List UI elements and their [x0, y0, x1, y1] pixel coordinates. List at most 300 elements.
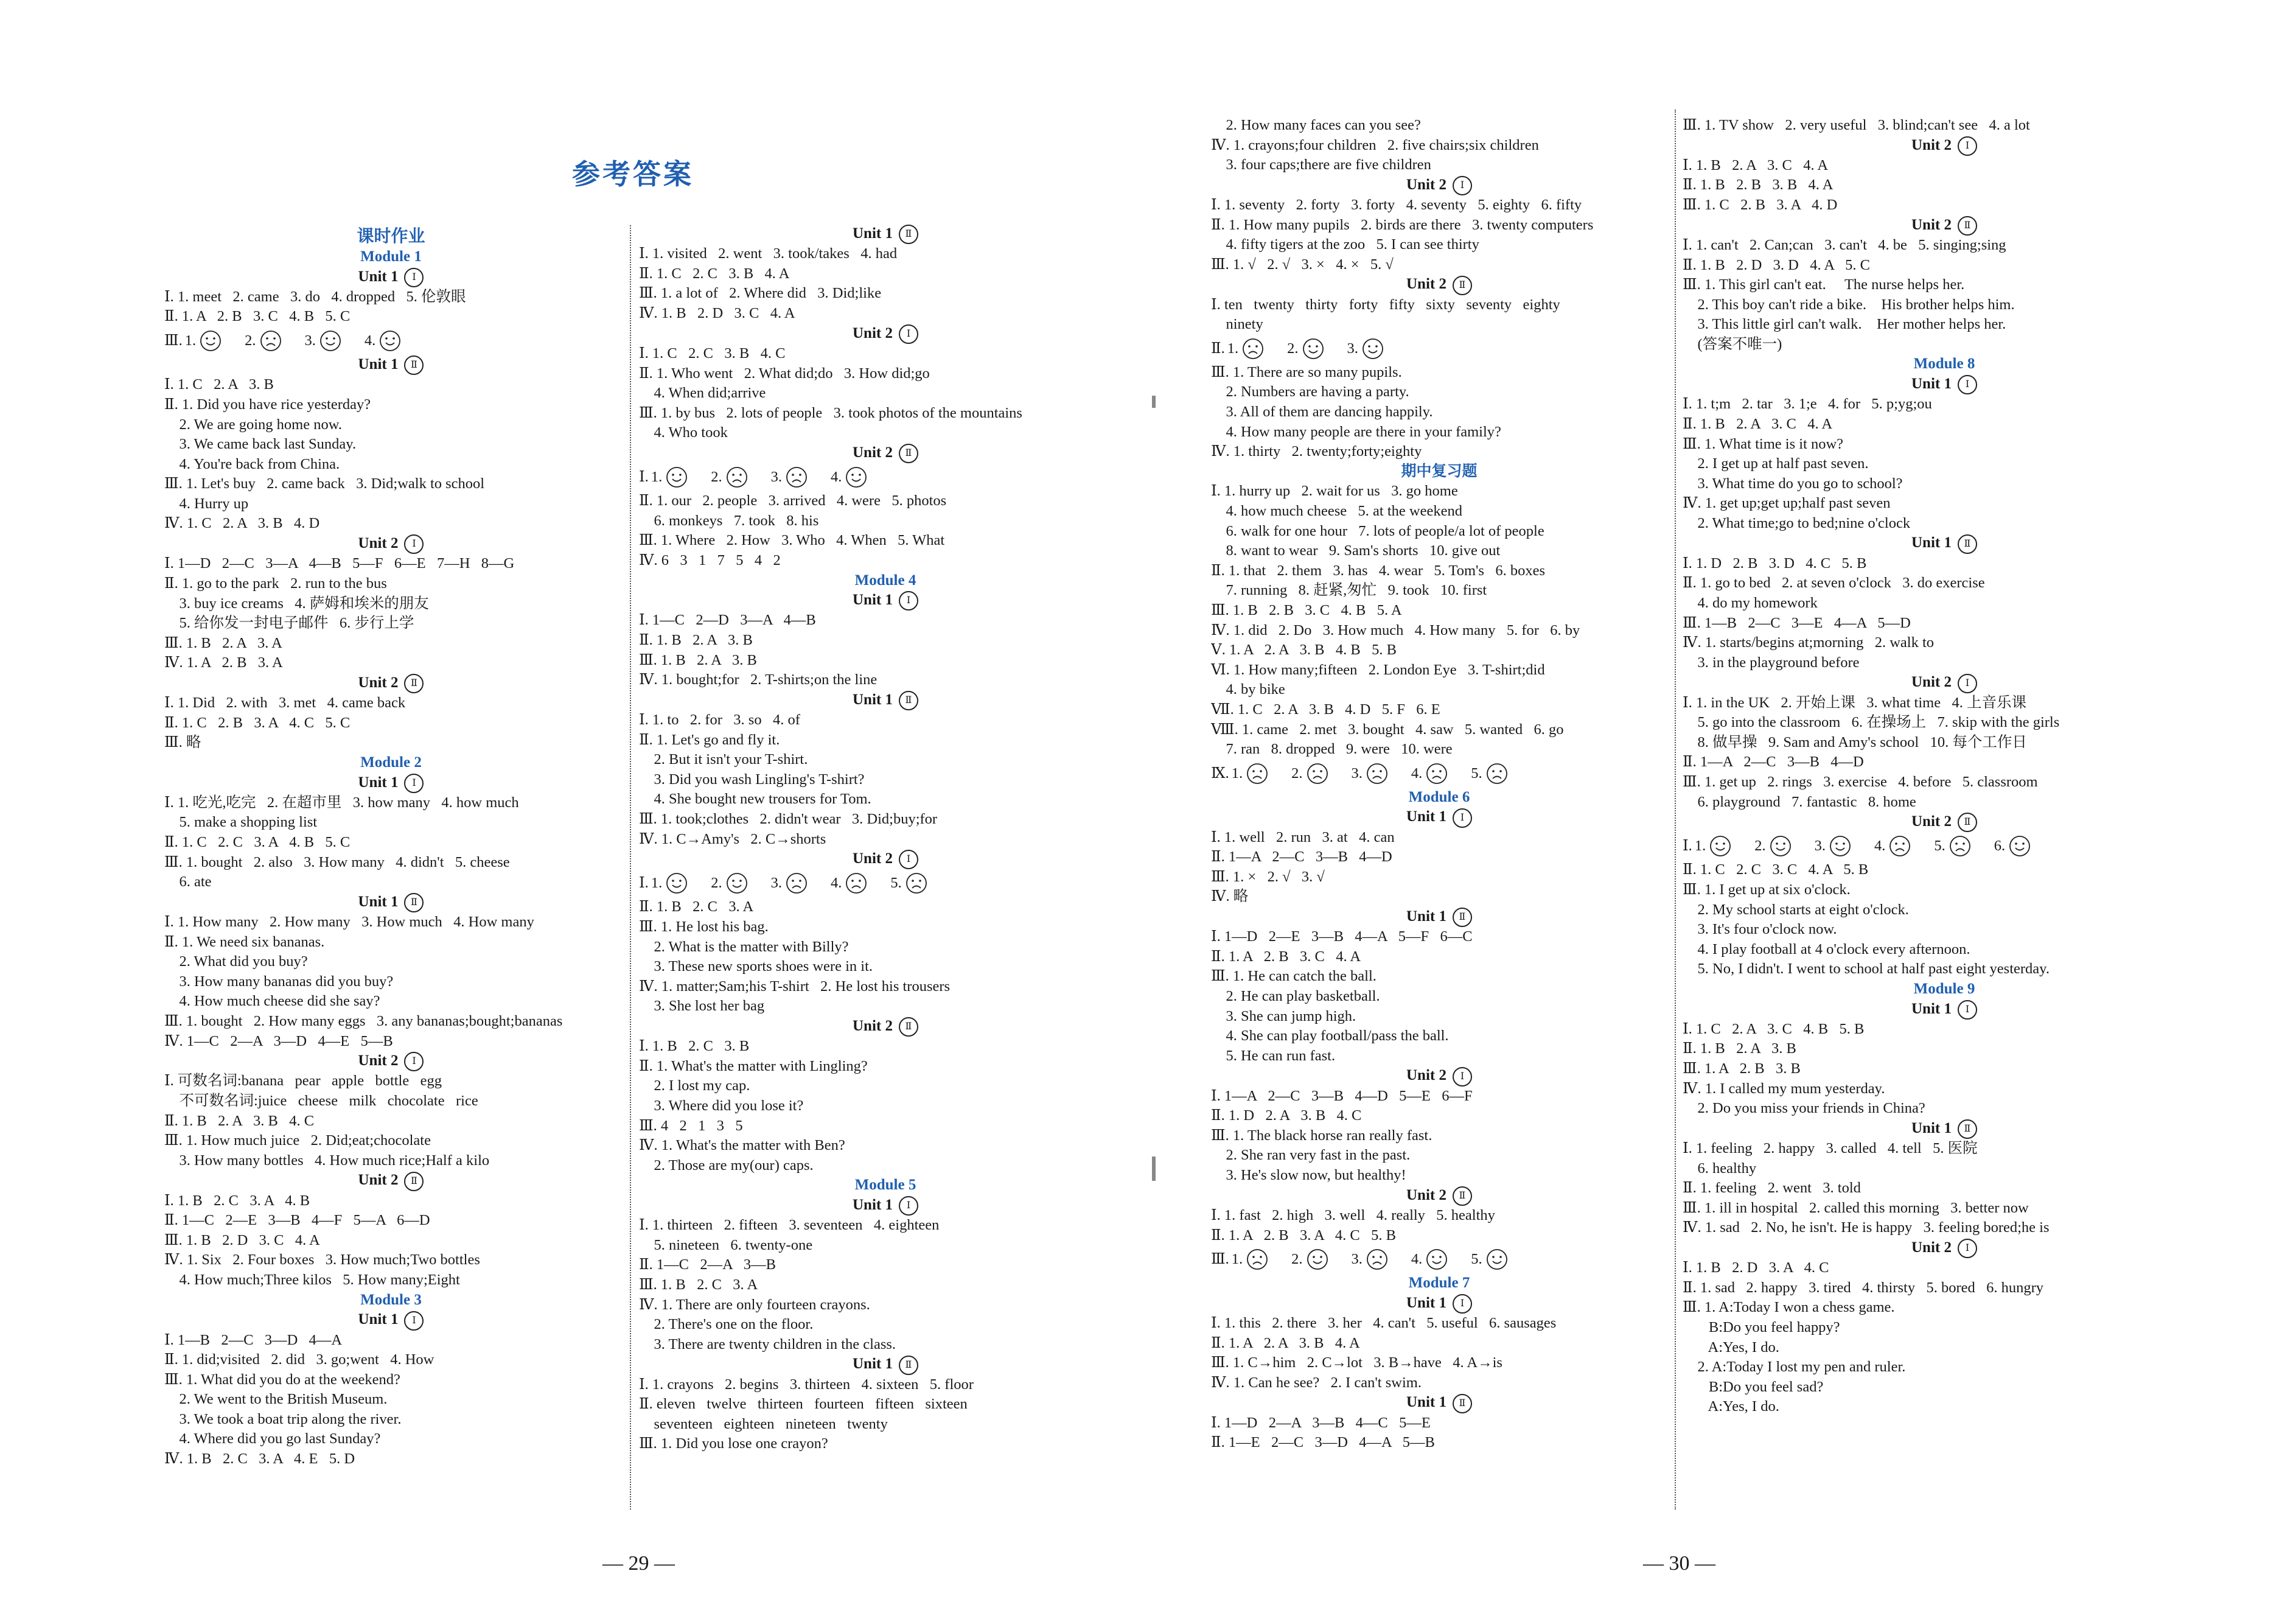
happy-face-icon	[726, 872, 748, 894]
answer-line: Ⅲ. 1. × 2. √ 3. √	[1211, 868, 1325, 885]
happy-face-icon	[2009, 835, 2031, 857]
answer-line: Ⅲ. 1. He can catch the ball.	[1211, 968, 1377, 985]
answer-line: Ⅱ. 1. Let's go and fly it.	[639, 731, 780, 748]
unit-title: Unit 1	[853, 1356, 893, 1373]
answer-line: Ⅳ. 略	[1211, 888, 1249, 905]
spine-mark-1	[1152, 396, 1156, 408]
answer-line: Ⅳ. 1. C 2. A 3. B 4. D	[164, 515, 320, 532]
answer-line: Ⅰ. 1. meet 2. came 3. do 4. dropped 5. 伦敦眼	[164, 288, 466, 305]
answer-line: Ⅰ. 1. feeling 2. happy 3. called 4. tell 5. 医院	[1683, 1140, 1978, 1157]
answer-line: Ⅰ. 1. C 2. A 3. B	[164, 376, 274, 393]
answer-line: Ⅶ. 1. C 2. A 3. B 4. D 5. F 6. E	[1211, 701, 1440, 718]
sad-face-icon	[786, 466, 808, 488]
answer-line: Ⅰ. 1. C 2. A 3. C 4. B 5. B	[1683, 1020, 1865, 1037]
answer-key-title: 参考答案	[572, 158, 694, 191]
answer-line: 4. by bike	[1211, 681, 1285, 698]
face-answer	[1471, 760, 1510, 788]
answer-line: 5. nineteen 6. twenty-one	[639, 1236, 813, 1253]
unit-title: Unit 1	[1406, 1394, 1446, 1411]
answer-line: Ⅰ. 可数名词:banana pear apple bottle egg	[164, 1073, 442, 1090]
happy-face-icon	[666, 466, 688, 488]
face-answer	[1934, 832, 1973, 860]
answer-line: Ⅱ. 1. Did you have rice yesterday?	[164, 396, 371, 413]
answer-line: Ⅳ. 1. Six 2. Four boxes 3. How much;Two bottles	[164, 1251, 480, 1269]
answer-line: 3. Did you wash Lingling's T-shirt?	[639, 771, 865, 788]
answer-line: Ⅲ. 1. What did you do at the weekend?	[164, 1371, 400, 1388]
answer-line: Ⅰ. 1. seventy 2. forty 3. forty 4. seventy 5. eighty 6. fifty	[1211, 197, 1582, 214]
face-answer-number: 1.	[651, 469, 663, 486]
sad-face-icon	[905, 872, 927, 894]
module-heading: Module 3	[360, 1291, 422, 1308]
face-answer-number: 3.	[1347, 340, 1358, 357]
answer-line: Ⅲ. 1. get up 2. rings 3. exercise 4. before 5. classroom	[1683, 773, 2038, 790]
face-answer-number: 1.	[1227, 340, 1239, 357]
happy-face-icon	[1829, 835, 1851, 857]
answer-line: 7. ran 8. dropped 9. were 10. were	[1211, 741, 1453, 758]
sad-face-icon	[1889, 835, 1911, 857]
answer-line: 2. How many faces can you see?	[1211, 117, 1421, 133]
unit-part-badge: Ⅱ	[1958, 534, 1977, 554]
unit-heading	[1683, 999, 2206, 1020]
unit-part-badge: Ⅱ	[404, 355, 424, 375]
divider-left	[630, 225, 631, 1510]
happy-face-icon	[1709, 835, 1731, 857]
unit-part-badge: Ⅱ	[899, 444, 918, 463]
answer-line: 3. All of them are dancing happily.	[1211, 404, 1433, 421]
answer-line: 4. How much cheese did she say?	[164, 993, 380, 1010]
answer-line: Ⅰ. 1. D 2. B 3. D 4. C 5. B	[1683, 555, 1867, 572]
unit-part-badge: Ⅱ	[404, 893, 424, 912]
unit-part-badge: Ⅱ	[1453, 1186, 1472, 1206]
face-answer	[185, 327, 224, 355]
answer-line: 4. I play football at 4 o'clock every afternoon.	[1683, 940, 1970, 957]
column-1-body	[164, 247, 618, 1469]
unit-part-badge: Ⅰ	[1453, 1067, 1472, 1087]
answer-line: Ⅰ. 1. 吃光,吃完 2. 在超市里 3. how many 4. how much	[164, 794, 519, 811]
answer-line: Ⅰ. 1. fast 2. high 3. well 4. really 5. healthy	[1211, 1206, 1495, 1223]
answer-line: Ⅲ. 1. ill in hospital 2. called this morning 3. better now	[1683, 1199, 2029, 1216]
face-answer-number: 4.	[1411, 765, 1423, 782]
answer-line: Ⅱ. 1. B 2. B 3. B 4. A	[1683, 177, 1834, 194]
answer-line: 5. No, I didn't. I went to school at half past eight yesterday.	[1683, 961, 2050, 978]
answer-line: 3. We came back last Sunday.	[164, 436, 357, 453]
answer-line: 3. in the playground before	[1683, 654, 1860, 671]
face-answer-number: 2.	[1287, 340, 1299, 357]
answer-line: 5. 给你发一封电子邮件 6. 步行上学	[164, 615, 414, 632]
module-heading: Module 9	[1913, 980, 1975, 997]
answer-line: (答案不唯一)	[1683, 335, 1782, 352]
answer-line: Ⅳ. 6 3 1 7 5 4 2	[639, 551, 781, 569]
unit-title: Unit 1	[358, 268, 399, 285]
answer-line: Ⅰ. 1—B 2—C 3—D 4—A	[164, 1331, 343, 1348]
unit-title: Unit 2	[853, 444, 893, 461]
answer-line: Ⅳ. 1. Can he see? 2. I can't swim.	[1211, 1374, 1422, 1391]
unit-part-badge: Ⅱ	[1453, 908, 1472, 927]
unit-heading	[164, 1171, 618, 1191]
unit-title: Unit 2	[1911, 216, 1952, 233]
answer-line: 4. do my homework	[1683, 594, 1818, 611]
face-answer-number: 3.	[1351, 765, 1363, 782]
unit-heading	[164, 267, 618, 287]
unit-part-badge: Ⅰ	[404, 1052, 424, 1071]
module-heading: Module 4	[854, 572, 916, 589]
unit-title: Unit 1	[1911, 1000, 1952, 1017]
answer-line: seventeen eighteen nineteen twenty	[639, 1415, 888, 1432]
unit-part-badge: Ⅰ	[1958, 1239, 1977, 1258]
answer-line: 3. four caps;there are five children	[1211, 156, 1431, 173]
unit-title: Unit 1	[358, 1311, 399, 1328]
answer-line: Ⅳ. 1—C 2—A 3—D 4—E 5—B	[164, 1032, 393, 1049]
answer-line: Ⅰ. 1. Did 2. with 3. met 4. came back	[164, 695, 406, 712]
sad-face-icon	[1246, 763, 1268, 785]
module-heading: Module 1	[360, 248, 422, 265]
answer-line: A:Yes, I do.	[1683, 1398, 1779, 1415]
face-answer-number: 2.	[711, 469, 722, 486]
sad-face-icon	[726, 466, 748, 488]
unit-title: Unit 1	[1406, 1294, 1446, 1311]
unit-heading	[639, 590, 1132, 611]
answer-line: Ⅱ. 1. B 2. D 3. D 4. A 5. C	[1683, 256, 1870, 273]
answer-line: Ⅳ. 1. matter;Sam;his T-shirt 2. He lost his trousers	[639, 978, 951, 995]
unit-part-badge: Ⅱ	[1958, 1119, 1977, 1139]
unit-part-badge: Ⅱ	[1958, 216, 1977, 236]
unit-heading	[164, 1051, 618, 1071]
unit-heading	[639, 849, 1132, 869]
answer-line: Ⅱ. 1. D 2. A 3. B 4. C	[1211, 1107, 1362, 1124]
question-number: Ⅲ.	[164, 332, 183, 349]
unit-title: Unit 1	[358, 893, 399, 910]
unit-part-badge: Ⅰ	[899, 591, 918, 611]
answer-line: 4. You're back from China.	[164, 455, 340, 472]
unit-title: Unit 1	[853, 592, 893, 609]
answer-line: Ⅷ. 1. came 2. met 3. bought 4. saw 5. wanted 6. go	[1211, 721, 1564, 738]
unit-title: Unit 1	[358, 774, 399, 791]
answer-line: 2. I lost my cap.	[639, 1077, 750, 1094]
module-heading: 期中复习题	[1401, 463, 1478, 480]
happy-face-icon	[1362, 338, 1384, 360]
answer-line: Ⅳ. 1. get up;get up;half past seven	[1683, 495, 1891, 512]
unit-heading	[1683, 136, 2206, 156]
face-answer	[1291, 760, 1330, 788]
face-answer-number: 6.	[1994, 838, 2006, 855]
unit-heading	[639, 1017, 1132, 1037]
answer-line: 3. It's four o'clock now.	[1683, 921, 1837, 938]
face-answer-number: 4.	[1411, 1251, 1423, 1268]
module-heading: Module 2	[360, 754, 422, 771]
unit-part-badge: Ⅰ	[899, 850, 918, 869]
answer-line: 6. ate	[164, 873, 212, 891]
answer-line: Ⅰ. 1. B 2. A 3. C 4. A	[1683, 156, 1829, 173]
spine-mark-2	[1152, 1157, 1156, 1181]
unit-part-badge: Ⅱ	[404, 674, 424, 693]
face-answer	[1994, 832, 2033, 860]
answer-line: Ⅰ. 1—D 2—C 3—A 4—B 5—F 6—E 7—H 8—G	[164, 555, 515, 572]
happy-face-icon	[379, 330, 401, 352]
answer-line: 3. We took a boat trip along the river.	[164, 1410, 402, 1427]
answer-line: Ⅱ. 1. B 2. A 3. C 4. A	[1683, 415, 1833, 432]
unit-title: Unit 2	[853, 1018, 893, 1034]
answer-line: Ⅱ. 1—C 2—E 3—B 4—F 5—A 6—D	[164, 1212, 430, 1229]
answer-line: 6. monkeys 7. took 8. his	[639, 512, 819, 529]
answer-line: 2. What time;go to bed;nine o'clock	[1683, 514, 1911, 531]
unit-heading	[1683, 1238, 2206, 1258]
face-answer-number: 1.	[1694, 838, 1706, 855]
face-answer-number: 3.	[770, 875, 782, 892]
unit-part-badge: Ⅰ	[899, 1196, 918, 1216]
face-answer-number: 2.	[711, 875, 722, 892]
face-answer	[1352, 760, 1391, 788]
answer-line: Ⅱ. 1. We need six bananas.	[164, 933, 325, 950]
answer-line: Ⅰ. 1. B 2. D 3. A 4. C	[1683, 1259, 1829, 1276]
answer-line: Ⅳ. 1. I called my mum yesterday.	[1683, 1080, 1885, 1097]
face-answer-number: 5.	[1934, 838, 1945, 855]
answer-line: 3. What time do you go to school?	[1683, 475, 1903, 492]
answer-line: 3. There are twenty children in the class.	[639, 1335, 896, 1353]
answer-line: Ⅱ. 1. C 2. C 3. A 4. B 5. C	[164, 833, 351, 850]
answer-line: Ⅲ. 1. He lost his bag.	[639, 919, 769, 936]
sad-face-icon	[845, 872, 867, 894]
unit-title: Unit 2	[358, 1172, 399, 1189]
answer-line: ninety	[1211, 316, 1263, 333]
answer-line: Ⅳ. 1. What's the matter with Ben?	[639, 1137, 845, 1154]
unit-part-badge: Ⅱ	[404, 1172, 424, 1191]
unit-heading	[1211, 1186, 1667, 1206]
answer-line: 2. We went to the British Museum.	[164, 1391, 388, 1408]
answer-line: 2. A:Today I lost my pen and ruler.	[1683, 1359, 1906, 1376]
answer-line: 4. fifty tigers at the zoo 5. I can see thirty	[1211, 236, 1479, 253]
face-answer-number: 4.	[364, 332, 376, 349]
face-answer	[365, 327, 403, 355]
answer-line: Ⅱ. 1—C 2—A 3—B	[639, 1256, 776, 1273]
answer-line: A:Yes, I do.	[1683, 1339, 1779, 1356]
unit-heading	[1211, 275, 1667, 295]
page-number-right: — 30 —	[1643, 1552, 1715, 1575]
answer-line: Ⅰ. 1. in the UK 2. 开始上课 3. what time 4. 上音乐课	[1683, 694, 2026, 711]
answer-line: 2. What did you buy?	[164, 953, 308, 970]
unit-title: Unit 2	[1911, 1239, 1952, 1256]
module-heading: Module 5	[854, 1177, 916, 1194]
face-answer-number: 5.	[1471, 765, 1482, 782]
answer-line: 3. She lost her bag	[639, 998, 765, 1015]
answer-line: 4. Who took	[639, 424, 728, 441]
unit-part-badge: Ⅰ	[404, 534, 424, 554]
face-answer-row	[1683, 832, 2206, 860]
answer-line: Ⅲ. 1. C 2. B 3. A 4. D	[1683, 197, 1838, 214]
answer-line: 2. But it isn't your T-shirt.	[639, 751, 808, 768]
happy-face-icon	[200, 330, 222, 352]
sad-face-icon	[1949, 835, 1971, 857]
unit-heading	[1683, 374, 2206, 394]
answer-line: 4. How much;Three kilos 5. How many;Eight	[164, 1272, 460, 1289]
answer-line: 5. He can run fast.	[1211, 1047, 1336, 1064]
answer-line: Ⅳ. 1. There are only fourteen crayons.	[639, 1296, 870, 1313]
unit-title: Unit 1	[358, 356, 399, 373]
answer-line: Ⅲ. 1—B 2—C 3—E 4—A 5—D	[1683, 614, 1911, 631]
unit-title: Unit 2	[1911, 136, 1952, 153]
answer-line: Ⅱ. 1—A 2—C 3—B 4—D	[1211, 849, 1392, 866]
unit-title: Unit 2	[358, 535, 399, 552]
happy-face-icon	[1426, 1248, 1448, 1270]
face-answer	[651, 869, 690, 897]
answer-line: Ⅲ. 1. C→him 2. C→lot 3. B→have 4. A→is	[1211, 1354, 1502, 1371]
face-answer	[890, 869, 929, 897]
question-number: Ⅲ.	[1211, 1251, 1229, 1268]
sad-face-icon	[1307, 763, 1328, 785]
answer-line: Ⅰ. 1. well 2. run 3. at 4. can	[1211, 828, 1395, 845]
unit-heading	[1683, 673, 2206, 693]
sad-face-icon	[260, 330, 282, 352]
column-1	[164, 225, 618, 1522]
happy-face-icon	[1302, 338, 1324, 360]
divider-right	[1675, 110, 1676, 1510]
sad-face-icon	[786, 872, 808, 894]
unit-part-badge: Ⅰ	[1453, 176, 1472, 195]
face-answer	[651, 463, 690, 491]
answer-line: 2. This boy can't ride a bike. His brother helps him.	[1683, 296, 2015, 313]
unit-part-badge: Ⅱ	[899, 1017, 918, 1037]
face-answer-row	[1211, 335, 1667, 363]
answer-line: Ⅰ. 1. visited 2. went 3. took/takes 4. had	[639, 245, 898, 262]
unit-part-badge: Ⅰ	[1958, 375, 1977, 394]
answer-line: Ⅲ. 1. √ 2. √ 3. × 4. × 5. √	[1211, 256, 1394, 273]
answer-line: Ⅲ. 1. There are so many pupils.	[1211, 363, 1402, 380]
answer-line: Ⅰ. 1. B 2. C 3. A 4. B	[164, 1192, 310, 1209]
answer-line: Ⅱ. 1. C 2. B 3. A 4. C 5. C	[164, 714, 351, 731]
unit-heading	[164, 673, 618, 693]
happy-face-icon	[1486, 1248, 1508, 1270]
face-answer	[1695, 832, 1734, 860]
happy-face-icon	[319, 330, 341, 352]
unit-heading	[1683, 215, 2206, 236]
question-number: Ⅰ.	[639, 875, 649, 892]
module-heading: Module 7	[1408, 1275, 1470, 1292]
unit-part-badge: Ⅰ	[1453, 1294, 1472, 1314]
answer-line: 2. I get up at half past seven.	[1683, 455, 1869, 472]
unit-heading	[164, 773, 618, 793]
answer-line: 2. My school starts at eight o'clock.	[1683, 901, 1909, 918]
face-answer	[305, 327, 344, 355]
unit-title: Unit 1	[853, 225, 893, 242]
unit-title: Unit 2	[853, 324, 893, 341]
face-answer-number: 3.	[770, 469, 782, 486]
answer-line: Ⅳ. 1. did 2. Do 3. How much 4. How many 5. for 6. by	[1211, 621, 1580, 639]
answer-line: Ⅳ. 1. sad 2. No, he isn't. He is happy 3. feeling bored;he is	[1683, 1219, 2050, 1236]
happy-face-icon	[845, 466, 867, 488]
face-answer-row	[639, 463, 1132, 491]
unit-part-badge: Ⅱ	[1453, 1394, 1472, 1413]
unit-heading	[1683, 1119, 2206, 1139]
answer-line: 2. What is the matter with Billy?	[639, 938, 849, 955]
answer-line: Ⅲ. 1. bought 2. also 3. How many 4. didn't 5. cheese	[164, 853, 510, 870]
answer-line: 3. These new sports shoes were in it.	[639, 958, 873, 975]
face-answer	[831, 463, 870, 491]
answer-line: Ⅱ. 1. A 2. B 3. C 4. A	[1211, 948, 1361, 965]
answer-line: 2. Do you miss your friends in China?	[1683, 1100, 1925, 1117]
unit-part-badge: Ⅱ	[1958, 813, 1977, 832]
happy-face-icon	[666, 872, 688, 894]
answer-line: Ⅳ. 1. thirty 2. twenty;forty;eighty	[1211, 443, 1422, 460]
face-answer-number: 2.	[1754, 838, 1766, 855]
face-answer-number: 1.	[1231, 765, 1243, 782]
answer-line: Ⅲ. 1. B 2. C 3. A	[639, 1276, 758, 1293]
answer-line: 3. buy ice creams 4. 萨姆和埃米的朋友	[164, 595, 429, 612]
answer-line: Ⅲ. 1. A 2. B 3. B	[1683, 1060, 1801, 1077]
face-answer-row	[164, 327, 618, 355]
unit-heading	[1211, 1293, 1667, 1314]
answer-line: 8. want to wear 9. Sam's shorts 10. give out	[1211, 542, 1501, 559]
sad-face-icon	[1242, 338, 1264, 360]
question-number: Ⅰ.	[1683, 838, 1692, 855]
face-answer	[771, 463, 810, 491]
unit-heading	[1211, 807, 1667, 827]
unit-part-badge: Ⅰ	[1958, 1000, 1977, 1020]
face-answer-number: 4.	[830, 875, 842, 892]
answer-line: 3. He's slow now, but healthy!	[1211, 1167, 1406, 1184]
unit-title: Unit 2	[358, 674, 399, 691]
answer-line: 4. When did;arrive	[639, 385, 766, 402]
answer-line: Ⅰ. 1. hurry up 2. wait for us 3. go home	[1211, 483, 1458, 500]
answer-line: 4. How many people are there in your family?	[1211, 423, 1501, 440]
unit-heading	[639, 1354, 1132, 1374]
module-heading: Module 8	[1913, 355, 1975, 373]
answer-line: Ⅱ. 1. our 2. people 3. arrived 4. were 5. photos	[639, 492, 947, 509]
answer-line: Ⅱ. 1. B 2. A 3. B 4. C	[164, 1112, 315, 1129]
answer-line: 5. make a shopping list	[164, 814, 318, 831]
face-answer-number: 2.	[245, 332, 256, 349]
answer-line: Ⅱ. 1. A 2. B 3. A 4. C 5. B	[1211, 1227, 1396, 1244]
answer-line: Ⅱ. 1. What's the matter with Lingling?	[639, 1057, 868, 1074]
face-answer-number: 5.	[890, 875, 902, 892]
face-answer	[1227, 335, 1266, 363]
answer-line: Ⅱ. 1. sad 2. happy 3. tired 4. thirsty 5. bored 6. hungry	[1683, 1279, 2044, 1296]
sad-face-icon	[1426, 763, 1448, 785]
answer-line: 8. 做早操 9. Sam and Amy's school 10. 每个工作日	[1683, 733, 2027, 751]
face-answer	[1754, 832, 1793, 860]
unit-title: Unit 2	[853, 850, 893, 867]
unit-part-badge: Ⅰ	[1453, 808, 1472, 828]
answer-line: Ⅱ. 1. A 2. B 3. C 4. B 5. C	[164, 308, 351, 325]
answer-line: 2. There's one on the floor.	[639, 1316, 814, 1333]
face-answer-number: 4.	[1874, 838, 1886, 855]
answer-line: 3. How many bottles 4. How much rice;Half a kilo	[164, 1152, 490, 1169]
answer-line: Ⅰ. 1. to 2. for 3. so 4. of	[639, 712, 800, 729]
answer-line: 不可数名词:juice cheese milk chocolate rice	[164, 1093, 478, 1110]
answer-line: Ⅲ. 1. Let's buy 2. came back 3. Did;walk to school	[164, 475, 485, 492]
face-answer-number: 2.	[1291, 1251, 1303, 1268]
answer-line: Ⅱ. 1. that 2. them 3. has 4. wear 5. Tom's 6. boxes	[1211, 562, 1545, 579]
answer-line: Ⅲ. 略	[164, 734, 201, 751]
answer-line: 4. She can play football/pass the ball.	[1211, 1027, 1449, 1045]
answer-line: Ⅵ. 1. How many;fifteen 2. London Eye 3. T-shirt;did	[1211, 661, 1545, 678]
unit-heading	[164, 355, 618, 375]
face-answer	[1411, 1245, 1450, 1273]
unit-title: Unit 2	[1911, 674, 1952, 691]
answer-line: Ⅰ. 1—D 2—A 3—B 4—C 5—E	[1211, 1414, 1431, 1431]
unit-part-badge: Ⅰ	[1958, 136, 1977, 156]
answer-line: 2. He can play basketball.	[1211, 988, 1380, 1005]
answer-line: Ⅱ. 1—A 2—C 3—B 4—D	[1683, 754, 1864, 771]
answer-line: Ⅲ. 1. B 2. D 3. C 4. A	[164, 1231, 320, 1248]
question-number: Ⅱ.	[1211, 340, 1225, 357]
question-number: Ⅸ.	[1211, 765, 1229, 782]
column-3	[1211, 116, 1667, 1522]
answer-line: Ⅱ. 1. How many pupils 2. birds are there 3. twenty computers	[1211, 216, 1594, 233]
answer-line: Ⅲ. 1. Where 2. How 3. Who 4. When 5. What	[639, 532, 945, 549]
unit-title: Unit 2	[358, 1052, 399, 1069]
answer-line: 5. go into the classroom 6. 在操场上 7. skip with the girls	[1683, 714, 2060, 731]
face-answer	[711, 463, 750, 491]
answer-line: Ⅱ. 1. B 2. A 3. B	[1683, 1040, 1796, 1057]
